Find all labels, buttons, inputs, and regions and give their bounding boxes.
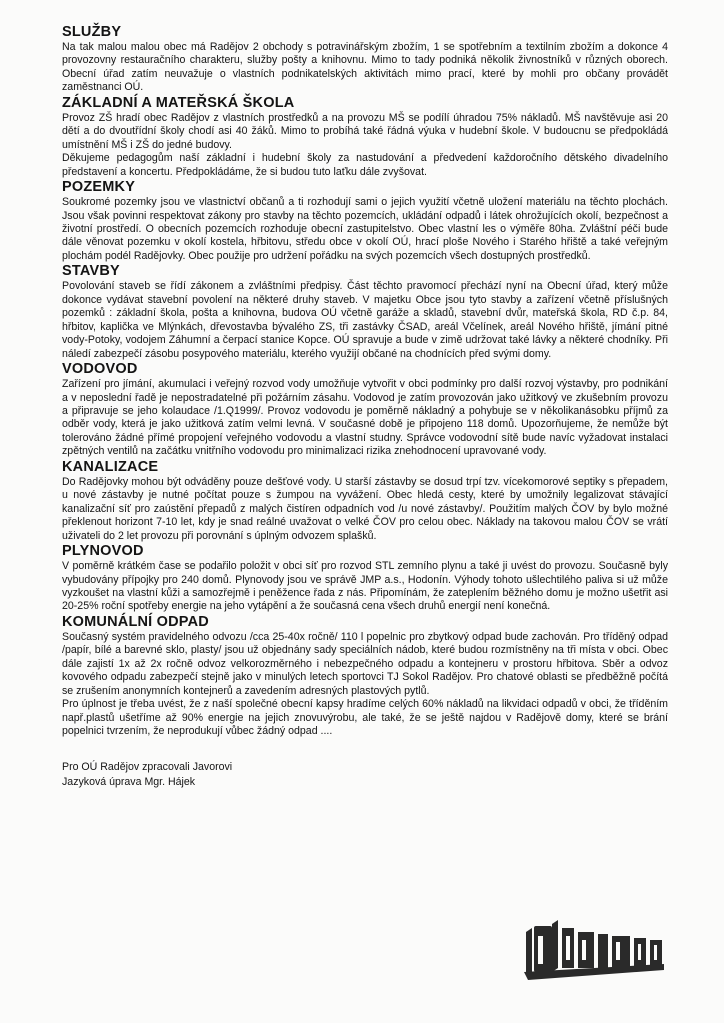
paragraph: V poměrně krátkém čase se podařilo položit v obci síť pro rozvod STL zemního plynu a také ji uvést do provozu. Současně byly vybudovány přípojky pro 240 domů. Plynovody jsou ve správě JMP a.s., Hodonín. Výhody tohoto ušlechtilého paliva si už může vyzkoušet na vlastní kůži a samozřejmě i peněžence řada z nás. Připomínám, že zateplením běžného domu je možno ušetřit asi 20-25% roční spotřeby energie na jeho vytápění a že současná cena všech druhů energií není konečná. (62, 560, 668, 613)
section-heading: STAVBY (62, 263, 120, 280)
editor-line: Jazyková úprava Mgr. Hájek (62, 776, 196, 789)
paragraph: Současný systém pravidelného odvozu /cca 25-40x ročně/ 110 l popelnic pro zbytkový odpad bude zachován. Pro tříděný odpad /papír, bílé a barevné sklo, plasty/ jsou už objednány sady speciálních nádob, které budou rozmístněny na tři místa v obci. Obec dále zajistí 1x až 2x ročně odvoz velkorozměrného i nebezpečného odpadu a kontejneru v prostoru hřbitova. Sběr a odvoz kovového odpadu zabezpečí stejně jako v minulých letech sportovci TJ Sokol Radějov. Pro chatové oblasti se předběžně počítá se zrušením anonymních kontejnerů a zavedením adresných plastových pytlů. (62, 630, 668, 697)
section-heading: SLUŽBY (62, 24, 122, 40)
section-heading: POZEMKY (62, 179, 136, 196)
section-heading: ZÁKLADNÍ A MATEŘSKÁ ŠKOLA (62, 94, 295, 111)
paragraph: Na tak malou malou obec má Radějov 2 obchody s potravinářským zbožím, 1 se spotřebním a textilním zbožím a dokonce 4 provozovny restauračního charakteru, služby pošty a knihovnu. Mimo to tady podniká několik živnostníků v různých oborech. Obecní úřad zatím neuvažuje o vlastních podnikatelských aktivitách mimo prací, které by mohli pro občany provádět zaměstnanci OÚ. (62, 41, 668, 94)
paragraph: Děkujeme pedagogům naší základní i hudební školy za nastudování a předvedení každoročního dětského divadelního představení a koncertu. Předpokládáme, že si budou tuto laťku dále zvyšovat. (62, 152, 668, 178)
paragraph: Pro úplnost je třeba uvést, že z naší společné obecní kapsy hradíme celých 60% nákladů na likvidaci odpadů v obci, že tříděním např.plastů ušetříme až 90% energie na jejich znovuvýrobu, ale také, že se ještě najdou v Radějově domy, které se brání popelnici tvrzením, že neprodukují vůbec žádný odpad .... (62, 698, 668, 738)
document-footer (62, 760, 668, 790)
section (62, 24, 668, 95)
paragraph: Povolování staveb se řídí zákonem a zvláštními předpisy. Část těchto pravomocí přechází nyní na Obecní úřad, který může dokonce vydávat stavební povolení na některé druhy staveb. V majetku Obce jsou tyto stavby a zařízení včetně příslušných pozemků : základní škola, pošta a knihovna, budova OÚ včetně garáže a skladů, stavební dvůr, mateřská škola, RD č.p. 84, hřbitov, kaplička ve Mlýnkách, dřevostavba bývalého ZS, tři zastávky ČSAD, areál Včelínek, areál Nového hřiště, jímání pitné vody-Potoky, vodojem Záhumní a čerpací stanice Kopce. OÚ spravuje a bude v zimě udržovat také lávky a některé chodníky. Při náledí zabezpečí zásobu posypového materiálu, kterého využijí občané na chodnících před svými domy. (62, 280, 668, 360)
section-heading: KANALIZACE (62, 458, 159, 475)
paragraph: Zařízení pro jímání, akumulaci i veřejný rozvod vody umožňuje vytvořit v obci podmínky pro další rozvoj výstavby, pro podnikání a v neposlední řadě je nepostradatelné při požárním zásahu. Vodovod je zatím provozován jako užitkový ve zkušebním provozu a připravuje se jeho kolaudace /1.Q1999/. Provoz vodovodu je poměrně nákladný a pohybuje se v několikanásobku příjmů za odběr vody, která je jako užitková zatím velmi levná. V současné době je připojeno 118 domů. Upozorňujeme, že nemůže být tolerováno žádné přímé propojení veřejného vodovodu a vlastní studny. Správce vodovodní sítě bude navíc vyžadovat instalaci zpětných ventilů na začátku vnitřního vodovodu pro minimalizaci rizika znehodnocení upravované vody. (62, 378, 668, 458)
section (62, 179, 668, 263)
section (62, 543, 668, 614)
section-heading: PLYNOVOD (62, 543, 144, 560)
section (62, 263, 668, 361)
author-line: Pro OÚ Radějov zpracovali Javorovi (62, 761, 233, 774)
section (62, 614, 668, 739)
section-heading: KOMUNÁLNÍ ODPAD (62, 613, 209, 630)
paragraph: Do Radějovky mohou být odváděny pouze dešťové vody. U starší zástavby se dosud trpí tzv. vícekomorové septiky s přepadem, u nové zástavby je nutné počítat pouze s žumpou na vyvážení. Obec hledá cesty, které by umožnily legalizovat stávající kanalizační síť pro zaústění přepadů z malých čistíren odpadních vod /u nové zástavby/. Použitím malých ČOV by bylo možné překlenout horizont 7-10 let, kdy je snad reálné uvažovat o velké ČOV pro celou obec. Náklady na takovou malou ČOV se vrátí uživateli do 2 let provozu při porovnání s úplným odvozem splašků. (62, 475, 668, 542)
section (62, 361, 668, 459)
section (62, 95, 668, 179)
section (62, 459, 668, 543)
radejov-stamp-logo (518, 912, 668, 984)
section-heading: VODOVOD (62, 361, 138, 378)
paragraph: Provoz ZŠ hradí obec Radějov z vlastních prostředků a na provozu MŠ se podílí úhradou 75% nákladů. MŠ navštěvuje asi 20 dětí a do dvoutřídní školy chodí asi 40 žáků. Mimo to probíhá také řádná výuka v hudební škole. V budoucnu se předpokládá umístnění MŠ i ZŠ do jedné budovy. (62, 111, 668, 151)
paragraph: Soukromé pozemky jsou ve vlastnictví občanů a ti rozhodují sami o jejich využití včetně uložení materiálu na těchto plochách. Jsou však povinni respektovat zákony pro stavby na těchto pozemcích, ukládání odpadů i látek ohrožujících okolí, bezpečnost a životní prostředí. O obecních pozemcích rozhoduje obecní zastupitelstvo. Obec vlastní les o výměře 80ha. Zvláštní péči bude dále věnovat pozemku v okolí kostela, hřbitovu, středu obce v okolí OÚ, hrací ploše Nového i Starého hřiště a také veřejným plochám podél Radějovky. Obec použije pro udržení pořádku na svých pozemcích všech dostupných prostředků. (62, 196, 668, 262)
document-content (62, 24, 668, 738)
